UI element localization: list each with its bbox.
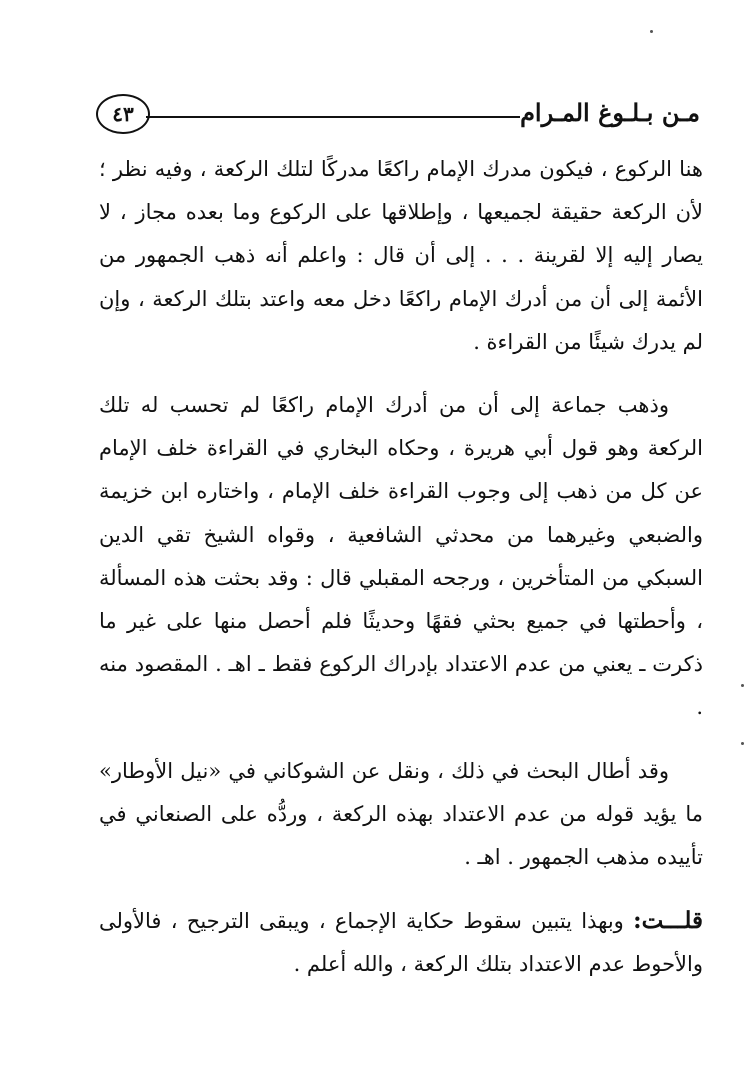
paragraph-3-text: وقد أطال البحث في ذلك ، ونقل عن الشوكاني في «نيل الأوطار» ما يؤيد قوله من عدم الاعتداد بهذه الركعة ، وردُّه على الصنعاني في تأييده مذهب الجمهور . اهـ .	[99, 758, 703, 870]
paragraph-2	[99, 384, 703, 730]
paragraph-4-text: وبهذا يتبين سقوط حكاية الإجماع ، ويبقى الترجيح ، فالأولى والأحوط عدم الاعتداد بتلك الركعة ، والله أعلم .	[99, 909, 703, 977]
running-title: مـن بـلـوغ المـرام	[520, 98, 700, 127]
scan-speck	[650, 30, 653, 33]
scan-speck	[741, 684, 744, 687]
body-text	[99, 148, 703, 987]
page-number: ٤٣	[96, 94, 150, 134]
paragraph-4-lead: قلـــت:	[633, 907, 703, 935]
paragraph-3	[99, 750, 703, 880]
paragraph-4	[99, 899, 703, 986]
paragraph-2-text: وذهب جماعة إلى أن من أدرك الإمام راكعًا لم تحسب له تلك الركعة وهو قول أبي هريرة ، وحكاه البخاري في القراءة خلف الإمام عن كل من ذهب إلى وجوب القراءة خلف الإمام ، واختاره ابن خزيمة والضبعي وغيرهما من محدثي الشافعية ، وقواه الشيخ تقي الدين السبكي من المتأخرين ، ورجحه المقبلي قال : وقد بحثت هذه المسألة ، وأحطتها في جميع بحثي فقهًا وحديثًا فلم أحصل منها على غير ما ذكرت ـ يعني من عدم الاعتداد بإدراك الركوع فقط ـ اهـ . المقصود منه .	[99, 393, 703, 720]
paragraph-1-text: هنا الركوع ، فيكون مدرك الإمام راكعًا مدركًا لتلك الركعة ، وفيه نظر ؛ لأن الركعة حقيقة لجميعها ، وإطلاقها على الركوع وما بعده مجاز ، لا يصار إليه إلا لقرينة . . . إلى أن قال : واعلم أنه ذهب الجمهور من الأئمة إلى أن من أدرك الإمام راكعًا دخل معه واعتد بتلك الركعة ، وإن لم يدرك شيئًا من القراءة .	[99, 157, 703, 354]
page-header	[96, 92, 700, 136]
header-divider	[146, 116, 520, 118]
paragraph-1	[99, 148, 703, 364]
scan-speck	[741, 742, 744, 745]
